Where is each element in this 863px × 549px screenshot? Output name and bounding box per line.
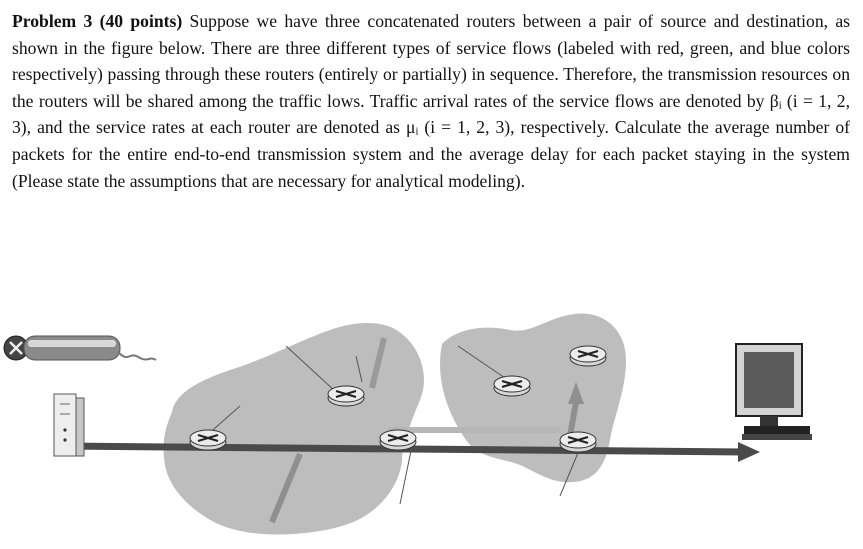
router-icon — [494, 376, 530, 396]
problem-body: Suppose we have three concatenated routers between a pair of source and destination, as shown in the figure below. There are three different types of service flows (labeled with red, green, and blue colors respectively) passing through these routers (entirely or partially) in sequence. Therefore, the transmission resources on the routers will be shared among the traffic lows. Traffic arrival rates of the service flows are denoted by βᵢ (i = 1, 2, 3), and the service rates at each router are denoted as μᵢ (i = 1, 2, 3), respectively. Calculate the average number of packets for the entire end-to-end transmission system and the average delay for each packet staying in the system (Please state the assumptions that are necessary for analytical modeling). — [12, 11, 851, 191]
router-icon — [328, 386, 364, 406]
problem-statement — [12, 8, 850, 194]
router-icon — [560, 432, 596, 452]
network-cloud-right — [440, 313, 626, 482]
router-icon — [380, 430, 416, 450]
monitor-icon — [736, 344, 812, 440]
problem-heading: Problem 3 (40 points) — [12, 11, 183, 31]
router-icon — [190, 430, 226, 450]
router-icon — [570, 346, 606, 366]
source-host-icon — [54, 394, 84, 456]
source-modem-icon — [4, 336, 156, 360]
network-figure — [0, 290, 863, 549]
network-cloud-left — [163, 323, 423, 535]
